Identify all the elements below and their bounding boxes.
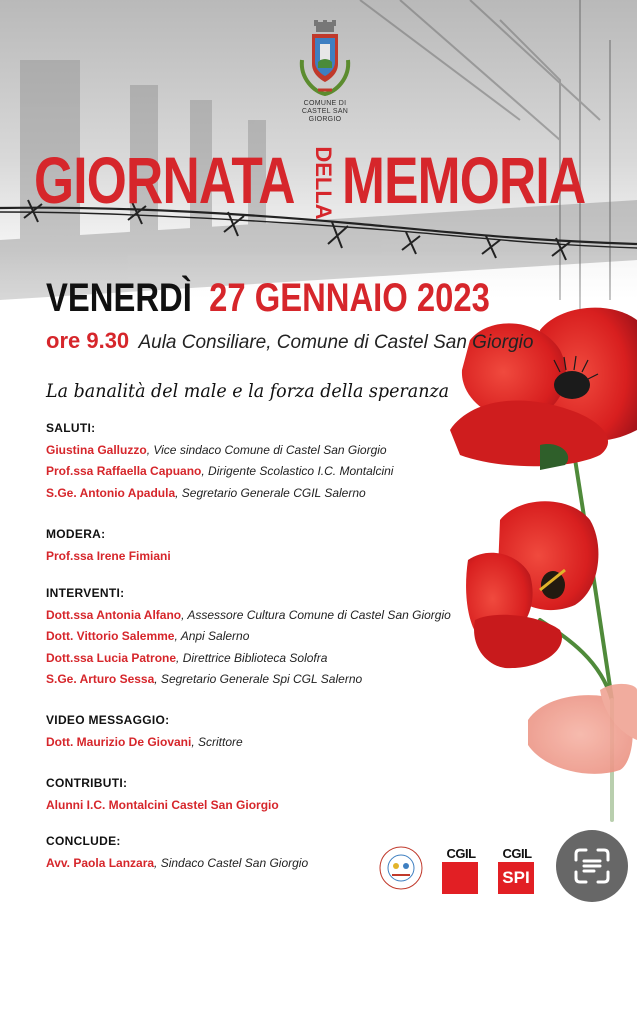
speaker-name: Avv. Paola Lanzara bbox=[46, 855, 155, 870]
municipal-crest bbox=[290, 20, 360, 124]
event-slogan: La banalità del male e la forza della speranza bbox=[46, 380, 450, 402]
section-heading: CONCLUDE: bbox=[46, 834, 121, 848]
speaker-line bbox=[46, 853, 308, 875]
section-saluti bbox=[46, 418, 393, 504]
title-giornata: GIORNATA bbox=[34, 143, 295, 217]
speaker-name: Prof.ssa Raffaella Capuano bbox=[46, 464, 202, 478]
speaker-name: Giustina Galluzzo bbox=[46, 442, 147, 457]
section-heading: INTERVENTI: bbox=[46, 586, 125, 600]
speaker-line bbox=[46, 461, 393, 483]
title-della bbox=[300, 146, 342, 220]
text-scan-button[interactable] bbox=[556, 830, 628, 902]
section-heading: CONTRIBUTI: bbox=[46, 776, 128, 790]
event-title bbox=[0, 140, 637, 230]
title-della-text: DELLA bbox=[311, 146, 336, 220]
crest-caption-line1: COMUNE DI bbox=[303, 100, 347, 107]
speaker-name: S.Ge. Antonio Apadula bbox=[46, 485, 176, 500]
municipal-crest-icon bbox=[296, 20, 354, 98]
cgil-logo bbox=[442, 847, 480, 895]
speaker-role: , Segretario Generale Spi CGL Salerno bbox=[154, 672, 363, 686]
event-time: ore 9.30 bbox=[46, 328, 130, 353]
event-date bbox=[46, 276, 490, 321]
section-contributi bbox=[46, 773, 279, 816]
speaker-name: S.Ge. Arturo Sessa bbox=[46, 672, 155, 686]
speaker-role: , Scrittore bbox=[191, 734, 243, 749]
speaker-line bbox=[46, 648, 451, 670]
speaker-role: , Segretario Generale CGIL Salerno bbox=[175, 485, 366, 500]
crest-caption-line2: CASTEL SAN GIORGIO bbox=[301, 108, 349, 123]
spi-cgil-logo bbox=[498, 847, 536, 895]
speaker-line bbox=[46, 605, 451, 627]
spi-label: SPI bbox=[498, 862, 534, 894]
speaker-name: Alunni I.C. Montalcini Castel San Giorgio bbox=[46, 797, 279, 812]
speaker-name: Dott. Maurizio De Giovani bbox=[46, 734, 192, 749]
event-full-date: 27 GENNAIO 2023 bbox=[209, 276, 490, 320]
speaker-name: Dott.ssa Antonia Alfano bbox=[46, 607, 182, 622]
speaker-role: , Anpi Salerno bbox=[174, 629, 250, 643]
speaker-line bbox=[46, 795, 279, 817]
speaker-name: Dott. Vittorio Salemme bbox=[46, 629, 175, 643]
speaker-line bbox=[46, 440, 393, 462]
title-memoria: MEMORIA bbox=[342, 143, 586, 217]
section-heading: SALUTI: bbox=[46, 421, 96, 435]
section-interventi bbox=[46, 583, 451, 691]
text-scan-icon bbox=[556, 830, 628, 902]
speaker-line bbox=[46, 483, 393, 505]
speaker-name: Dott.ssa Lucia Patrone bbox=[46, 650, 177, 665]
section-modera bbox=[46, 524, 171, 567]
speaker-line bbox=[46, 546, 171, 568]
spi-top-label: CGIL bbox=[502, 846, 532, 861]
speaker-role: , Sindaco Castel San Giorgio bbox=[154, 855, 309, 870]
speaker-role: , Direttrice Biblioteca Solofra bbox=[176, 650, 328, 665]
speaker-line bbox=[46, 732, 243, 754]
section-conclude bbox=[46, 831, 308, 874]
event-day: VENERDÌ bbox=[46, 276, 192, 320]
speaker-role: , Vice sindaco Comune di Castel San Giorgio bbox=[146, 442, 387, 457]
event-time-place bbox=[46, 328, 533, 354]
school-logo bbox=[378, 845, 424, 891]
cgil-label: CGIL bbox=[446, 846, 476, 861]
speaker-name: Prof.ssa Irene Fimiani bbox=[46, 548, 171, 563]
section-heading: VIDEO MESSAGGIO: bbox=[46, 713, 170, 727]
section-heading: MODERA: bbox=[46, 527, 106, 541]
speaker-role: , Dirigente Scolastico I.C. Montalcini bbox=[201, 464, 394, 478]
speaker-line bbox=[46, 669, 451, 691]
speaker-line bbox=[46, 626, 451, 648]
event-place: Aula Consiliare, Comune di Castel San Giorgio bbox=[138, 332, 534, 353]
speaker-role: , Assessore Cultura Comune di Castel San Giorgio bbox=[181, 607, 451, 622]
section-video-messaggio bbox=[46, 710, 243, 753]
